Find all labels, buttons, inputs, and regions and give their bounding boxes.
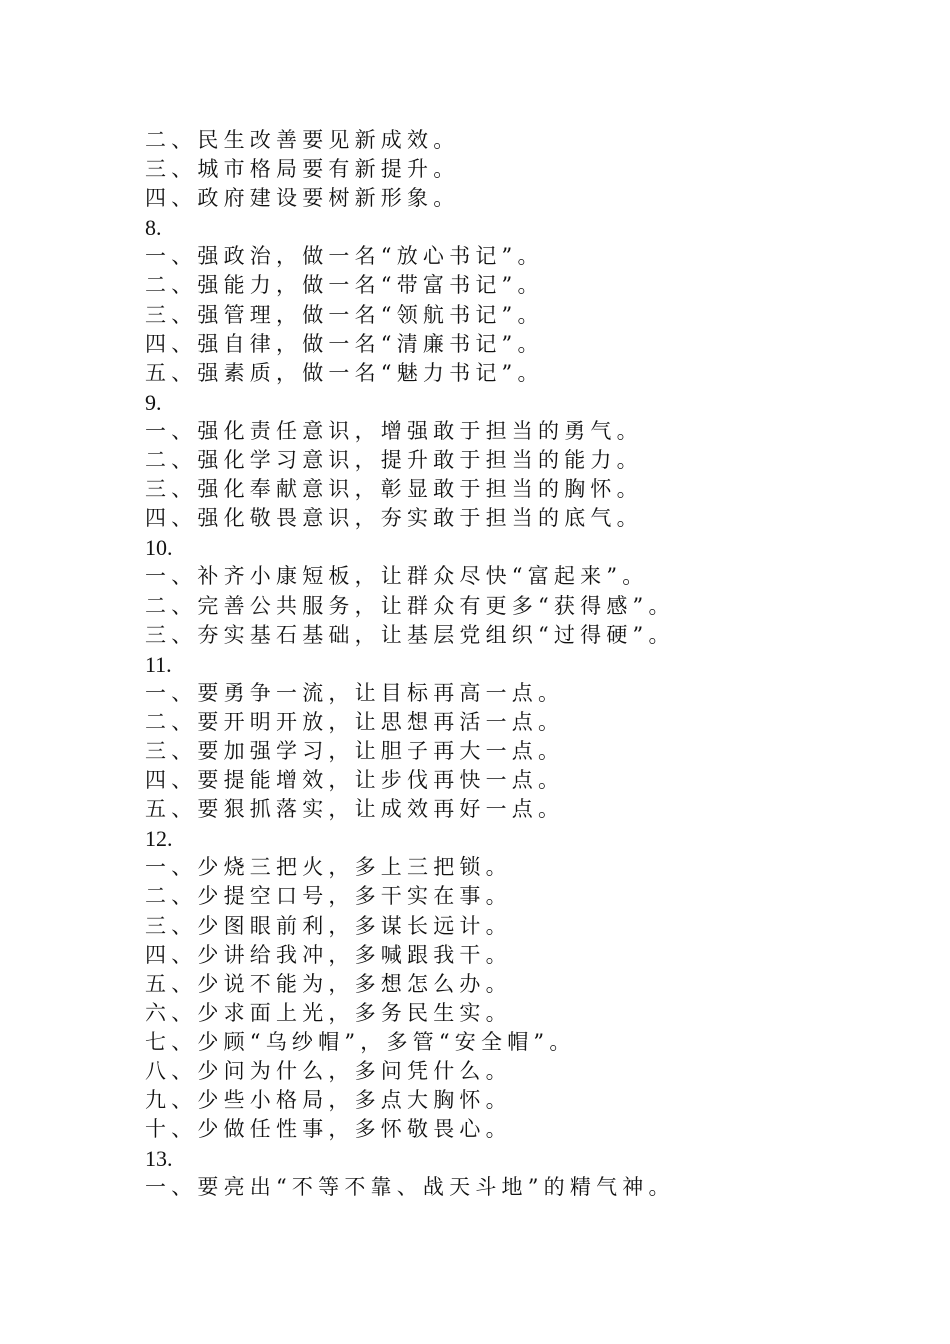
- list-item: 五、少说不能为，多想怎么办。: [145, 971, 512, 996]
- list-item: 三、强管理，做一名“领航书记”。: [145, 302, 544, 327]
- list-item: 一、少烧三把火，多上三把锁。: [145, 855, 512, 880]
- list-item: 四、要提能增效，让步伐再快一点。: [145, 768, 565, 793]
- list-item: 十、少做任性事，多怀敬畏心。: [145, 1117, 512, 1142]
- list-item: 三、城市格局要有新提升。: [145, 157, 460, 182]
- list-item: 二、完善公共服务，让群众有更多“获得感”。: [145, 593, 675, 618]
- list-item: 二、民生改善要见新成效。: [145, 128, 460, 152]
- section-number: 8.: [145, 215, 162, 241]
- list-item: 二、要开明开放，让思想再活一点。: [145, 709, 565, 734]
- list-item: 一、要勇争一流，让目标再高一点。: [145, 680, 565, 705]
- document-body: [145, 126, 905, 1202]
- list-item: 二、少提空口号，多干实在事。: [145, 884, 512, 909]
- list-item: 四、强自律，做一名“清廉书记”。: [145, 331, 544, 356]
- list-item: 一、强政治，做一名“放心书记”。: [145, 244, 544, 269]
- list-item: 七、少顾“乌纱帽”，多管“安全帽”。: [145, 1029, 576, 1054]
- list-item: 一、要亮出“不等不靠、战天斗地”的精气神。: [145, 1175, 675, 1200]
- section-number: 9.: [145, 389, 162, 415]
- list-item: 八、少问为什么，多问凭什么。: [145, 1059, 512, 1083]
- list-item: 三、强化奉献意识，彰显敢于担当的胸怀。: [145, 477, 643, 502]
- list-item: 四、少讲给我冲，多喊跟我干。: [145, 942, 512, 967]
- section-number: 11.: [145, 651, 172, 677]
- list-item: 四、强化敬畏意识，夯实敢于担当的底气。: [145, 506, 643, 531]
- list-item: 五、强素质，做一名“魅力书记”。: [145, 360, 544, 385]
- list-item: 四、政府建设要树新形象。: [145, 186, 460, 211]
- list-item: 六、少求面上光，多务民生实。: [145, 1000, 512, 1025]
- list-item: 三、夯实基石基础，让基层党组织“过得硬”。: [145, 622, 675, 647]
- list-item: 三、少图眼前利，多谋长远计。: [145, 913, 512, 938]
- list-item: 一、补齐小康短板，让群众尽快“富起来”。: [145, 564, 649, 589]
- list-item: 九、少些小格局，多点大胸怀。: [145, 1088, 512, 1113]
- section-number: 12.: [145, 826, 173, 852]
- list-item: 一、强化责任意识，增强敢于担当的勇气。: [145, 418, 643, 443]
- list-item: 二、强能力，做一名“带富书记”。: [145, 273, 544, 298]
- list-item: 二、强化学习意识，提升敢于担当的能力。: [145, 448, 643, 473]
- list-item: 三、要加强学习，让胆子再大一点。: [145, 738, 565, 763]
- list-item: 五、要狠抓落实，让成效再好一点。: [145, 797, 565, 822]
- section-number: 10.: [145, 535, 173, 561]
- section-number: 13.: [145, 1146, 173, 1172]
